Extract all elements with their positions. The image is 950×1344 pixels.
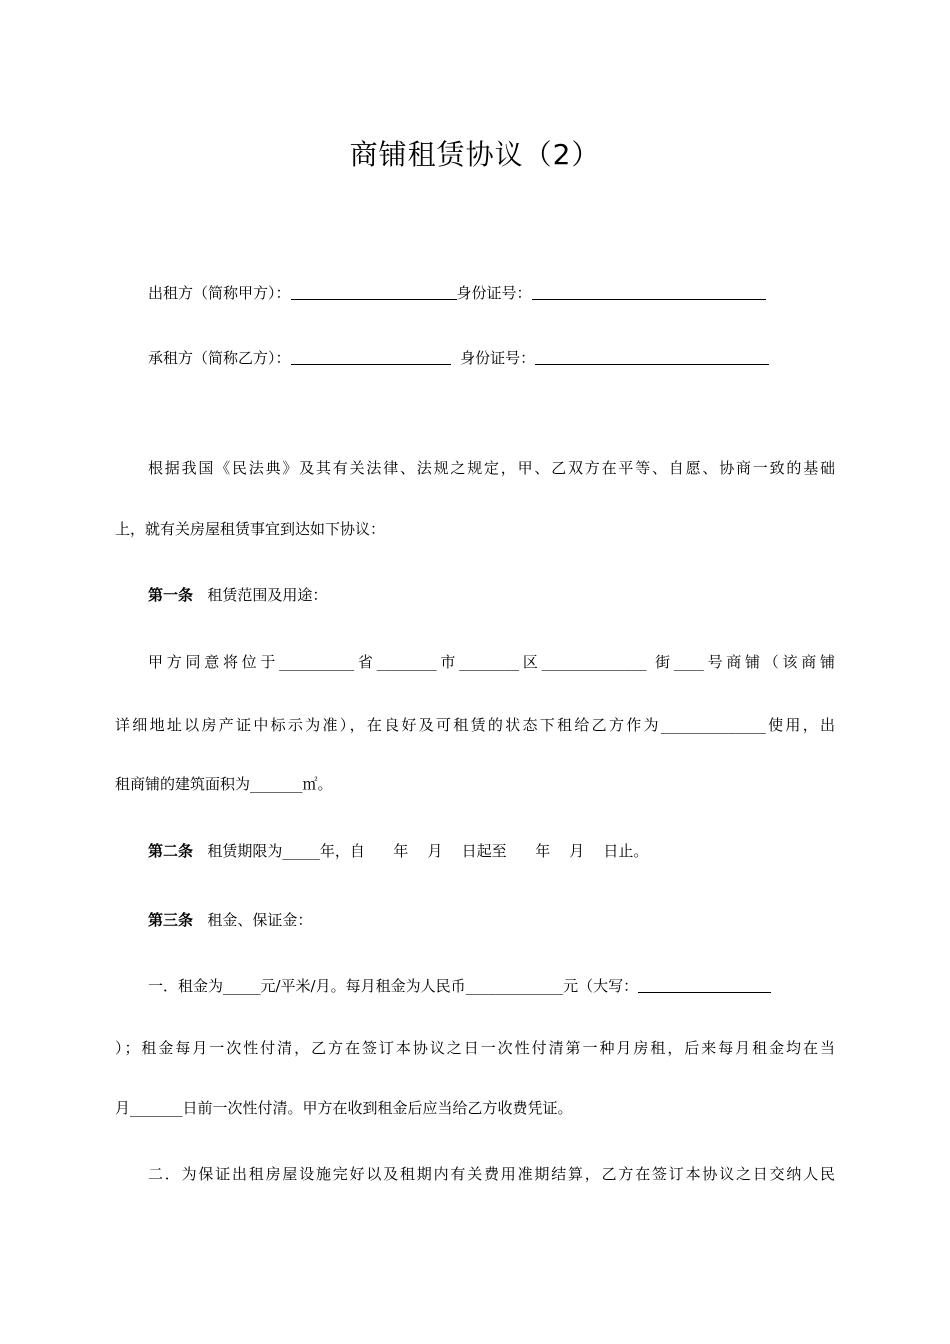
lessor-id-blank [532,283,766,300]
lessee-name-blank [291,348,451,365]
rent-amount-words-blank [638,976,771,993]
document-title: 商铺租赁协议（2） [349,138,601,171]
lessee-id-blank [535,348,769,365]
article-1-line-3: 租商铺的建筑面积为_______㎡。 [115,775,333,793]
article-1-label: 第一条 [148,586,194,604]
article-1-line-1: 甲方同意将位于__________省________市________区______________ 街____号商铺（该商铺 [148,653,835,671]
article-3-item-1-line-3: 月_______日前一次性付清。甲方在收到租金后应当给乙方收费凭证。 [115,1099,573,1117]
article-3-item-1-line-2: ）；租金每月一次性付清，乙方在签订本协议之日一次性付清第一种月房租，后来每月租金均在当 [115,1039,835,1057]
lessee-label: 承租方（简称乙方）： [148,349,291,367]
article-3-label: 第三条 [148,911,194,929]
lessor-id-label: 身份证号： [456,284,532,302]
article-1-title: 租赁范围及用途： [207,586,328,604]
rent-text: 一．租金为_____元/平米/月。每月租金为人民币_____________元（大写： [148,977,639,995]
article-2-text: 租赁期限为_____年，自 年 月 日起至 年 月 日止。 [207,842,649,860]
lessor-row [148,281,835,305]
article-3-heading [148,908,835,932]
article-2-label: 第二条 [148,842,194,860]
article-1-heading [148,583,835,607]
article-3-title: 租金、保证金： [207,911,313,929]
lessee-id-label: 身份证号： [460,349,536,367]
lessor-label: 出租方（简称甲方）： [148,284,291,302]
lessee-row [148,346,835,370]
article-3-item-1-line-1 [148,974,835,998]
preamble-line-1: 根据我国《民法典》及其有关法律、法规之规定，甲、乙双方在平等、自愿、协商一致的基础 [148,459,835,477]
article-3-item-2-line-1: 二．为保证出租房屋设施完好以及租期内有关费用准期结算，乙方在签订本协议之日交纳人民 [148,1165,835,1183]
preamble-line-2: 上，就有关房屋租赁事宜到达如下协议： [115,520,386,538]
lessor-name-blank [291,283,457,300]
article-1-line-2: 详细地址以房产证中标示为准），在良好及可租赁的状态下租给乙方作为______________使用，出 [115,716,835,734]
article-2-row [148,839,835,863]
